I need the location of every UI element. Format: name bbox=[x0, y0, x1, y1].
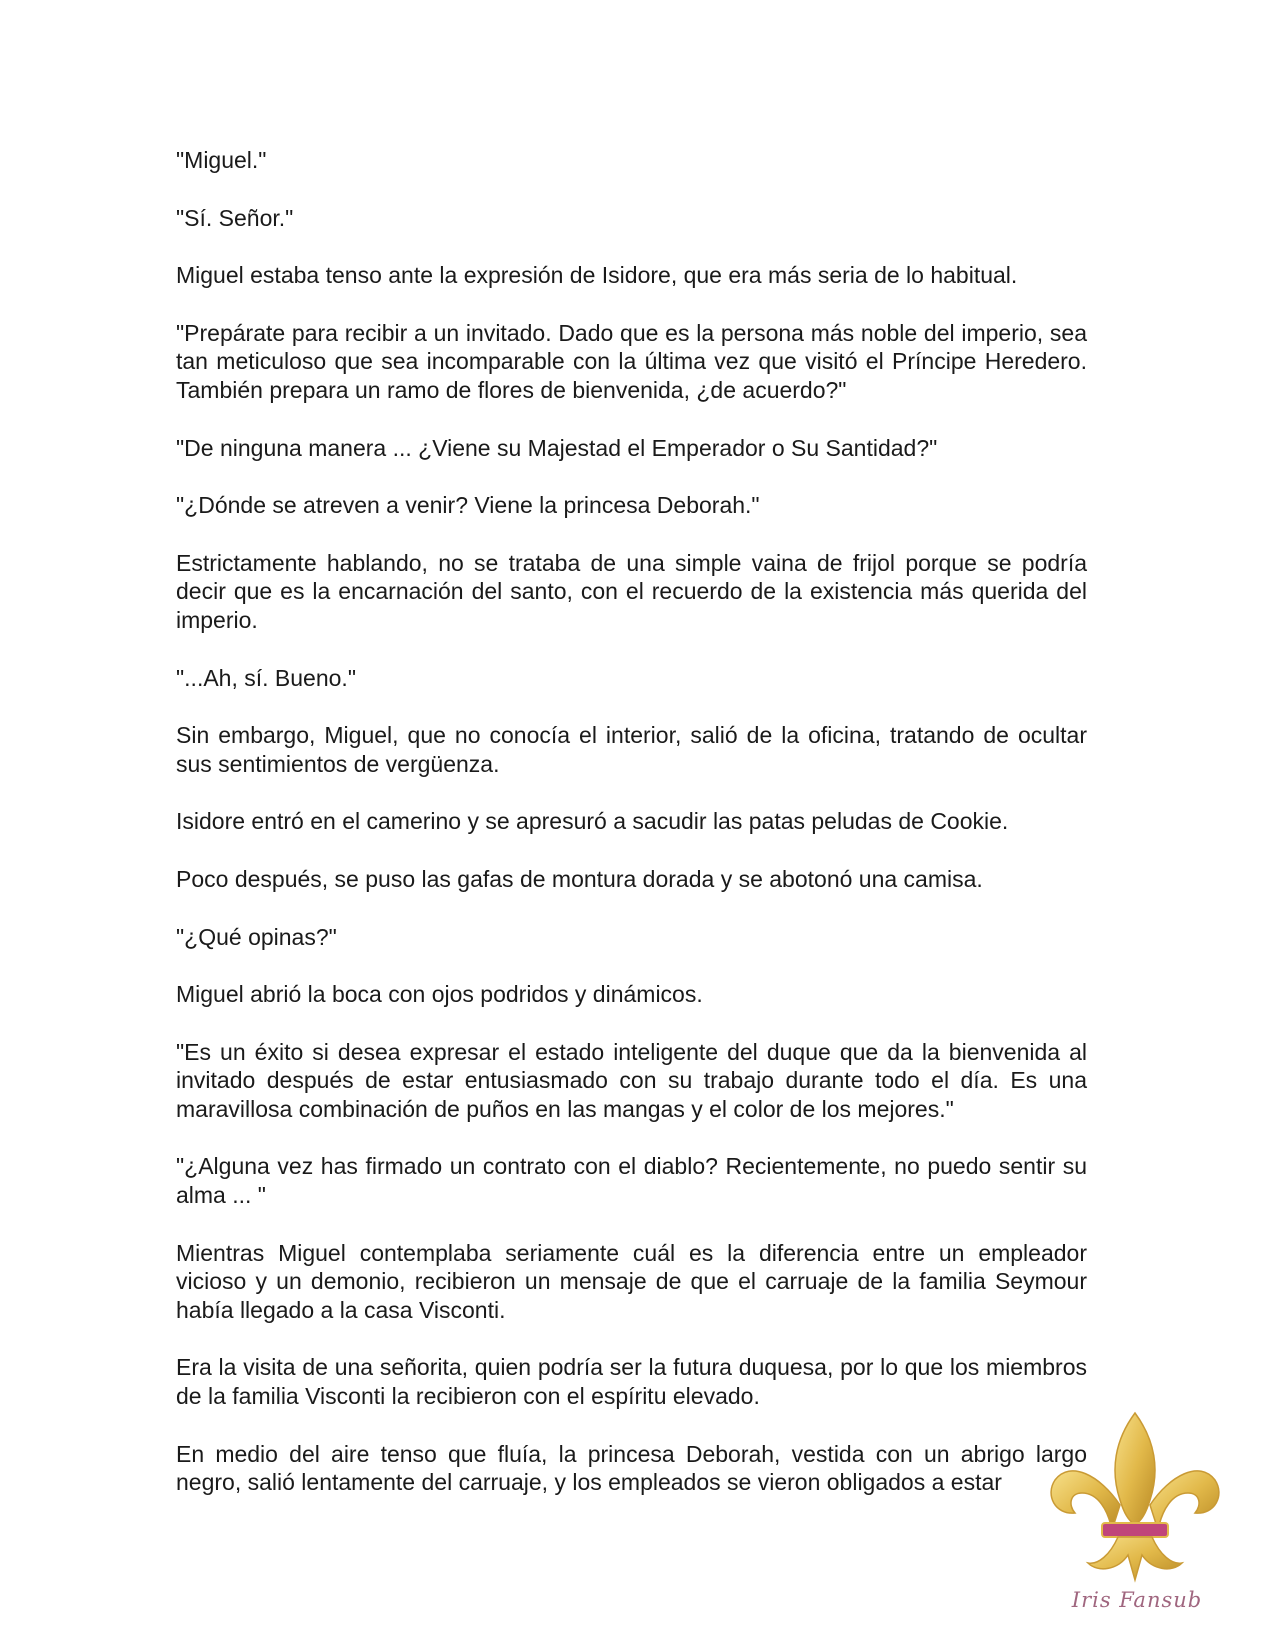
fansub-watermark bbox=[1040, 1405, 1230, 1635]
document-body bbox=[176, 146, 1087, 1497]
paragraph: "Sí. Señor." bbox=[176, 204, 294, 231]
paragraph: "¿Qué opinas?" bbox=[176, 923, 337, 950]
paragraph: Miguel estaba tenso ante la expresión de Isidore, que era más seria de lo habitual. bbox=[176, 262, 1018, 289]
paragraph: Mientras Miguel contemplaba seriamente cuál es la diferencia entre un empleador vicioso y un demonio, recibieron un mensaje de que el carruaje de la familia Seymour había llegado a la casa Visconti. bbox=[176, 1239, 1087, 1323]
paragraph: "Es un éxito si desea expresar el estado inteligente del duque que da la bienvenida al invitado después de estar entusiasmado con su trabajo durante todo el día. Es una maravillosa combinación de puños en las mangas y el color de los mejores." bbox=[176, 1038, 1087, 1122]
paragraph: "¿Dónde se atreven a venir? Viene la princesa Deborah." bbox=[176, 492, 760, 519]
paragraph: Isidore entró en el camerino y se apresuró a sacudir las patas peludas de Cookie. bbox=[176, 808, 1009, 835]
paragraph: "De ninguna manera ... ¿Viene su Majestad el Emperador o Su Santidad?" bbox=[176, 434, 938, 461]
paragraph: "Miguel." bbox=[176, 147, 267, 173]
paragraph: En medio del aire tenso que fluía, la princesa Deborah, vestida con un abrigo largo negro, salió lentamente del carruaje, y los empleados se vieron obligados a estar bbox=[176, 1440, 1087, 1496]
fleur-de-lis-icon bbox=[1040, 1405, 1230, 1595]
paragraph: Era la visita de una señorita, quien podría ser la futura duquesa, por lo que los miembros de la familia Visconti la recibieron con el espíritu elevado. bbox=[176, 1354, 1087, 1410]
paragraph: Poco después, se puso las gafas de montura dorada y se abotonó una camisa. bbox=[176, 865, 983, 892]
watermark-label: Iris Fansub bbox=[1071, 1588, 1203, 1612]
paragraph: "...Ah, sí. Bueno." bbox=[176, 664, 356, 691]
paragraph: Estrictamente hablando, no se trataba de una simple vaina de frijol porque se podría decir que es la encarnación del santo, con el recuerdo de la existencia más querida del imperio. bbox=[176, 549, 1087, 633]
paragraph: Sin embargo, Miguel, que no conocía el interior, salió de la oficina, tratando de ocultar sus sentimientos de vergüenza. bbox=[176, 722, 1087, 777]
paragraph: Miguel abrió la boca con ojos podridos y dinámicos. bbox=[176, 981, 703, 1008]
paragraph: "Prepárate para recibir a un invitado. Dado que es la persona más noble del imperio, sea tan meticuloso que sea incomparable con la última vez que visitó el Príncipe Heredero. También prepara un ramo de flores de bienvenida, ¿de acuerdo?" bbox=[176, 319, 1087, 403]
paragraph: "¿Alguna vez has firmado un contrato con el diablo? Recientemente, no puedo sentir su alma ... " bbox=[176, 1153, 1087, 1209]
